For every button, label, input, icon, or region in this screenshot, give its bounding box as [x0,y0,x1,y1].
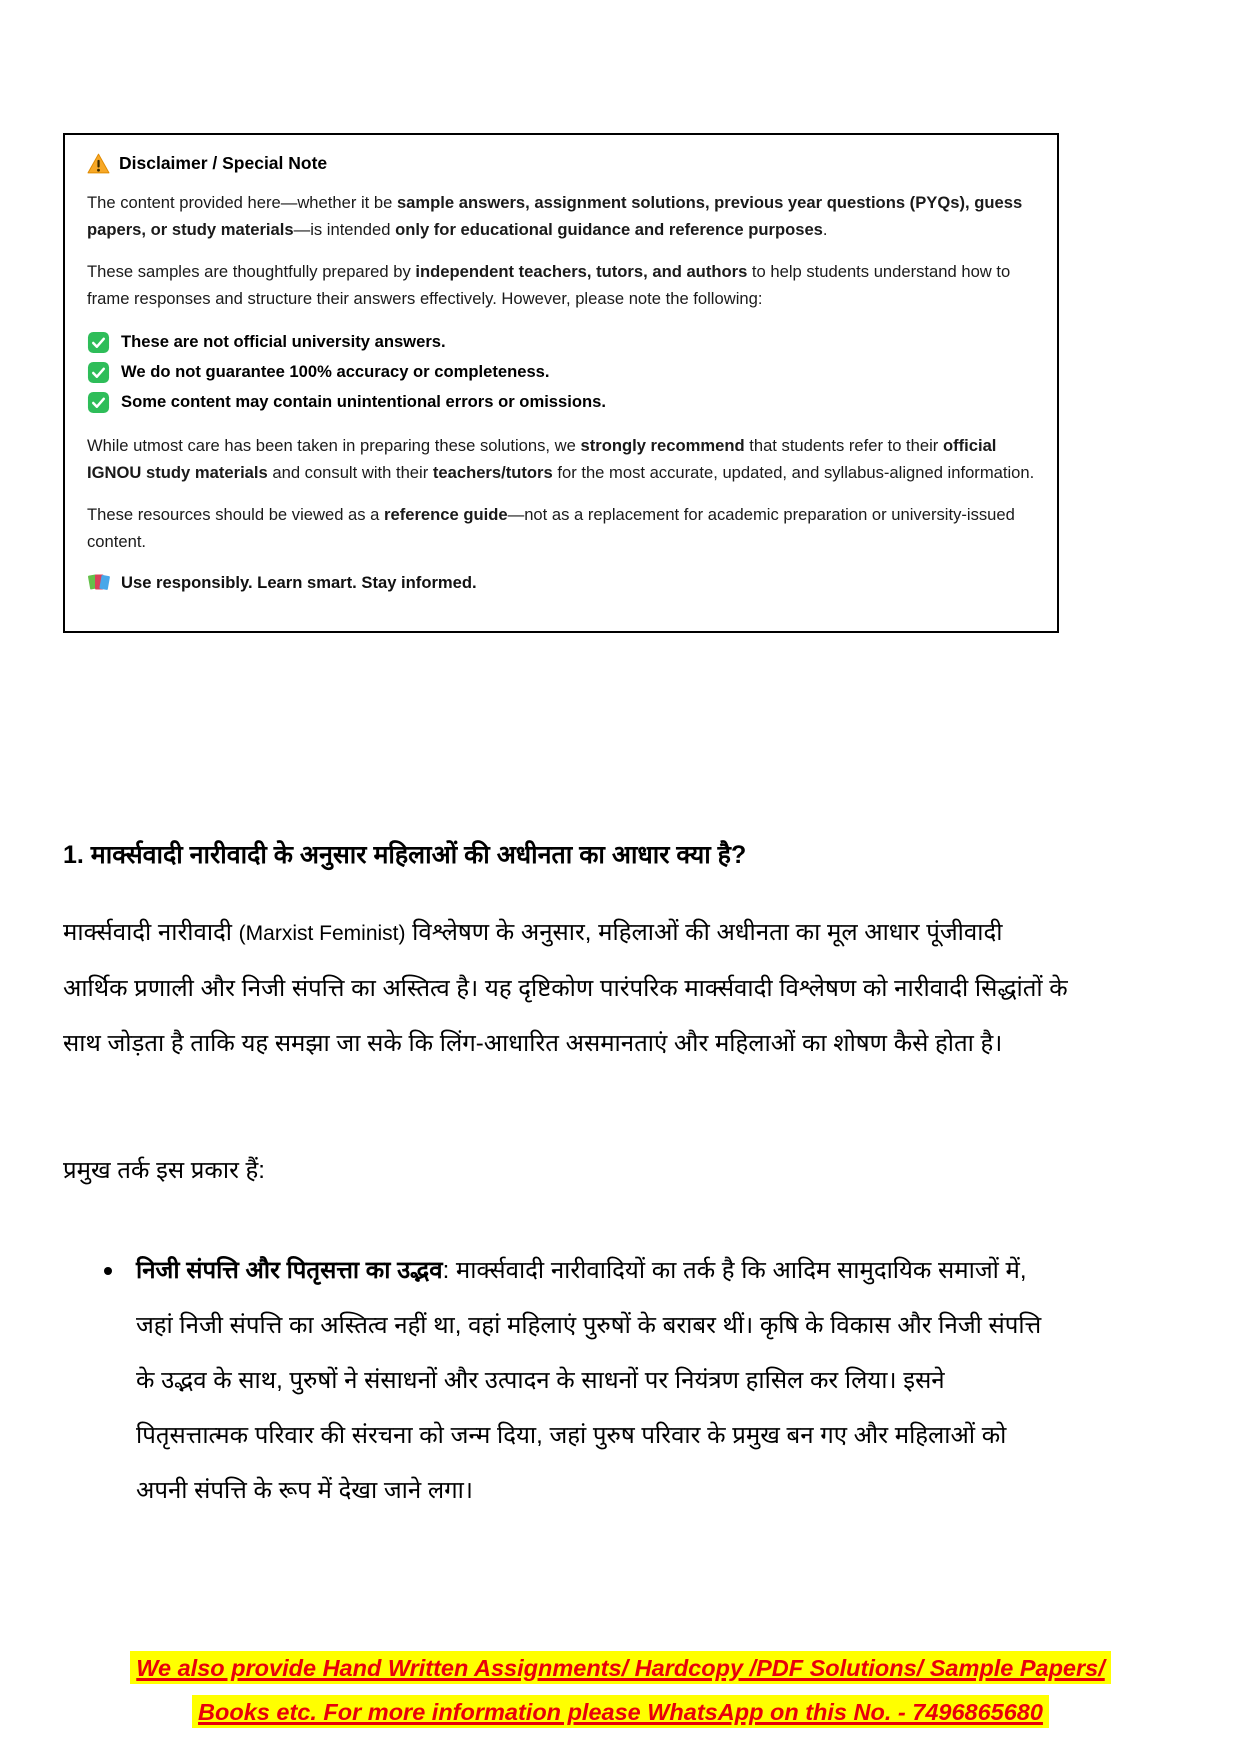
text-run-bold: sample answers, assignment solutions, previous year questions (PYQs), guess papers, or study materials [87,193,1023,239]
text-run: The content provided here—whether it be [87,193,397,212]
closing-text: Use responsibly. Learn smart. Stay informed. [121,572,477,592]
promo-line-2: Books etc. For more information please WhatsApp on this No. - 7496865680 [192,1695,1049,1728]
checklist-item [87,357,1035,387]
disclaimer-paragraph-1 [87,189,1035,243]
text-run-bold: reference guide [384,505,508,524]
disclaimer-paragraph-2 [87,258,1035,312]
text-run-latin: (Marxist Feminist) [238,922,406,945]
checklist-text: These are not official university answers. [121,332,446,351]
disclaimer-box [63,133,1059,633]
answer-paragraph [63,905,1071,1071]
disclaimer-title: Disclaimer / Special Note [119,153,328,173]
text-run: While utmost care has been taken in preparing these solutions, we [87,436,581,455]
text-run: मार्क्सवादी नारीवादी [63,919,239,946]
warning-triangle-icon [87,153,110,174]
disclaimer-paragraph-3 [87,432,1035,486]
text-run: and consult with their [267,463,433,482]
bullet-item [96,1243,1061,1518]
checkbox-icon [87,391,110,414]
bullet-lead: निजी संपत्ति और पितृसत्ता का उद्भव [136,1257,443,1284]
text-run-bold: teachers/tutors [432,463,553,482]
checkbox-icon [87,361,110,384]
text-run: to help students understand how to frame responses and structure their answers effectively. However, please note the following: [87,262,1011,308]
checklist-text: We do not guarantee 100% accuracy or completeness. [121,362,550,381]
text-run: —is intended [293,220,396,239]
text-run-bold: independent teachers, tutors, and authors [415,262,748,281]
checklist-item [87,327,1035,357]
text-run-bold: strongly recommend [580,436,745,455]
text-run-bold: only for educational guidance and reference purposes [395,220,823,239]
disclaimer-closing [87,571,1035,594]
promo-line [0,1648,1241,1692]
bullet-icon [104,1267,112,1275]
answer-bullet-list [96,1243,1061,1518]
checklist-item [87,387,1035,417]
books-icon [87,571,111,594]
text-run: that students refer to their [744,436,943,455]
text-run: for the most accurate, updated, and syllabus-aligned information. [552,463,1035,482]
text-run-bold: official IGNOU study materials [87,436,997,482]
disclaimer-header [87,153,1035,174]
points-intro: प्रमुख तर्क इस प्रकार हैं: [63,1157,265,1184]
question-heading: 1. मार्क्सवादी नारीवादी के अनुसार महिलाओं की अधीनता का आधार क्या है? [63,841,747,869]
bullet-text: : मार्क्सवादी नारीवादियों का तर्क है कि आदिम सामुदायिक समाजों में, जहां निजी संपत्ति का अस्तित्व नहीं था, वहां महिलाएं पुरुषों के बराबर थीं। कृषि के विकास और निजी संपत्ति के उद्भव के साथ, पुरुषों ने संसाधनों और उत्पादन के साधनों पर नियंत्रण हासिल कर लिया। इसने पितृसत्तात्मक परिवार की संरचना को जन्म दिया, जहां पुरुष परिवार के प्रमुख बन गए और महिलाओं को अपनी संपत्ति के रूप में देखा जाने लगा। [136,1257,1042,1504]
text-run: —not as a replacement for academic preparation or university-issued content. [87,505,1015,551]
checklist-text: Some content may contain unintentional errors or omissions. [121,392,606,411]
promo-line [0,1692,1241,1736]
disclaimer-checklist [87,327,1035,417]
disclaimer-paragraph-4 [87,501,1035,555]
text-run: These resources should be viewed as a [87,505,385,524]
text-run: विश्लेषण के अनुसार, महिलाओं की अधीनता का मूल आधार पूंजीवादी आर्थिक प्रणाली और निजी संपत्ति का अस्तित्व है। यह दृष्टिकोण पारंपरिक मार्क्सवादी विश्लेषण को नारीवादी सिद्धांतों के साथ जोड़ता है ताकि यह समझा जा सके कि लिंग-आधारित असमानताएं और महिलाओं का शोषण कैसे होता है। [63,919,1068,1057]
checkbox-icon [87,331,110,354]
promo-banner [0,1648,1241,1736]
promo-line-1: We also provide Hand Written Assignments/ Hardcopy /PDF Solutions/ Sample Papers/ [130,1651,1111,1684]
text-run: . [822,220,828,239]
text-run: These samples are thoughtfully prepared by [87,262,416,281]
